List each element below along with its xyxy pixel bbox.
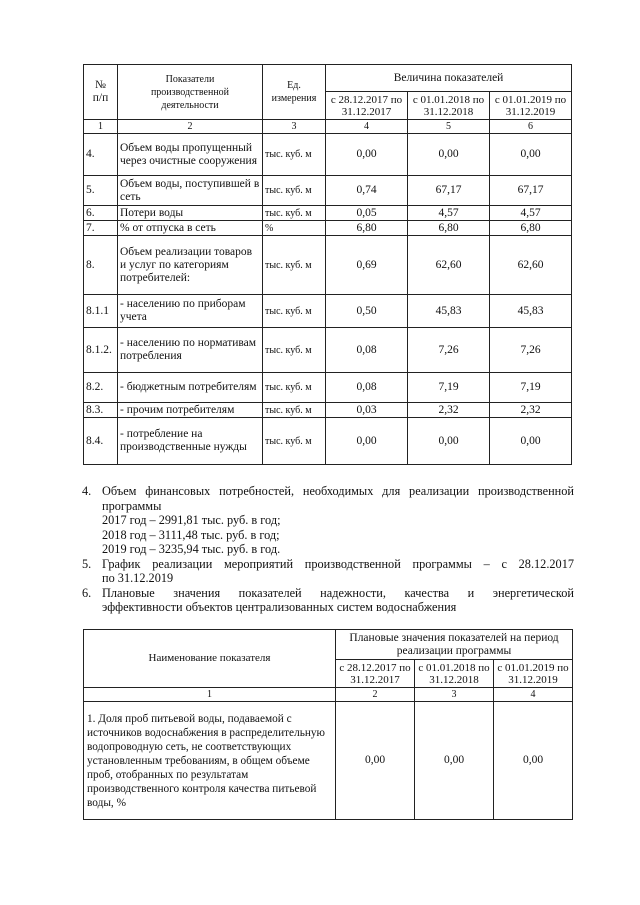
- row-value-2017: 0,00: [326, 418, 408, 465]
- row-value-2019: 6,80: [490, 221, 572, 236]
- note-text: по 31.12.2019: [102, 571, 174, 585]
- table-row: [84, 328, 572, 373]
- row-value-2019: 45,83: [490, 295, 572, 328]
- row-value-2017: 0,69: [326, 236, 408, 295]
- col-number: 1: [84, 120, 118, 134]
- table-row: [84, 176, 572, 206]
- table-row: [84, 702, 573, 820]
- header-period-2: с 01.01.2018 по 31.12.2018: [408, 92, 490, 120]
- row-name: - населению по приборам учета: [118, 295, 263, 328]
- row-value-2018: 0,00: [408, 134, 490, 176]
- note-text: График реализации мероприятий производственной программы – с 28.12.2017: [102, 556, 574, 571]
- row-value-2018: 0,00: [408, 418, 490, 465]
- table-row: [84, 295, 572, 328]
- row-value-2017: 0,03: [326, 403, 408, 418]
- note-text: эффективности объектов централизованных систем водоснабжения: [102, 600, 457, 614]
- col-number: 3: [263, 120, 326, 134]
- column-numbers-row: [84, 120, 572, 134]
- row-name: - населению по нормативам потребления: [118, 328, 263, 373]
- row-name: - потребление на производственные нужды: [118, 418, 263, 465]
- table-row: [84, 221, 572, 236]
- row-unit: тыс. куб. м: [263, 403, 326, 418]
- row-num: 8.2.: [84, 373, 118, 403]
- row-value-2019: 4,57: [490, 206, 572, 221]
- row-num: 8.4.: [84, 418, 118, 465]
- table-row: [84, 403, 572, 418]
- note-item-4: [82, 484, 574, 557]
- header-planned-group: Плановые значения показателей на период реализации программы: [336, 630, 573, 660]
- row-value-2019: 0,00: [490, 134, 572, 176]
- financing-year-2017: 2017 год – 2991,81 тыс. руб. в год;: [102, 513, 281, 527]
- note-number: 6.: [82, 585, 92, 600]
- row-value-2017: 0,74: [326, 176, 408, 206]
- row-unit: тыс. куб. м: [263, 295, 326, 328]
- row-unit: тыс. куб. м: [263, 373, 326, 403]
- row-value-2018: 67,17: [408, 176, 490, 206]
- row-value-2017: 0,08: [326, 328, 408, 373]
- row-value-2017: 0,00: [336, 702, 415, 820]
- row-name: Потери воды: [118, 206, 263, 221]
- col-number: 6: [490, 120, 572, 134]
- row-value-2018: 4,57: [408, 206, 490, 221]
- note-text: Плановые значения показателей надежности, качества и энергетической: [102, 585, 574, 600]
- row-num: 8.: [84, 236, 118, 295]
- row-value-2018: 2,32: [408, 403, 490, 418]
- row-unit: %: [263, 221, 326, 236]
- col-number: 5: [408, 120, 490, 134]
- row-value-2018: 62,60: [408, 236, 490, 295]
- row-num: 7.: [84, 221, 118, 236]
- header-period-2: с 01.01.2018 по 31.12.2018: [415, 660, 494, 688]
- row-num: 8.1.2.: [84, 328, 118, 373]
- row-value-2019: 0,00: [490, 418, 572, 465]
- row-name: - прочим потребителям: [118, 403, 263, 418]
- note-number: 4.: [82, 484, 92, 498]
- row-value-2019: 7,19: [490, 373, 572, 403]
- col-number: 2: [118, 120, 263, 134]
- row-unit: тыс. куб. м: [263, 418, 326, 465]
- row-value-2018: 45,83: [408, 295, 490, 328]
- row-value-2017: 0,05: [326, 206, 408, 221]
- header-unit: Ед. измерения: [263, 65, 326, 120]
- table-row: [84, 134, 572, 176]
- row-num: 5.: [84, 176, 118, 206]
- row-value-2018: 7,19: [408, 373, 490, 403]
- header-indicator: Показатели производственной деятельности: [118, 65, 263, 120]
- row-unit: тыс. куб. м: [263, 236, 326, 295]
- header-period-3: с 01.01.2019 по 31.12.2019: [494, 660, 573, 688]
- table-row: [84, 206, 572, 221]
- notes-section: [82, 484, 574, 615]
- row-name: Объем воды пропущенный через очистные сооружения: [118, 134, 263, 176]
- note-text: программы: [102, 498, 162, 513]
- row-value-2019: 2,32: [490, 403, 572, 418]
- header-indicator-name: Наименование показателя: [84, 630, 336, 688]
- table-row: [84, 418, 572, 465]
- row-value-2018: 0,00: [415, 702, 494, 820]
- row-name: - бюджетным потребителям: [118, 373, 263, 403]
- column-numbers-row: [84, 688, 573, 702]
- note-item-5: [82, 557, 574, 586]
- col-number: 4: [494, 688, 573, 702]
- header-value-group: Величина показателей: [326, 65, 572, 92]
- row-num: 4.: [84, 134, 118, 176]
- row-num: 6.: [84, 206, 118, 221]
- row-unit: тыс. куб. м: [263, 134, 326, 176]
- header-num: № п/п: [84, 65, 118, 120]
- col-number: 4: [326, 120, 408, 134]
- row-name: 1. Доля проб питьевой воды, подаваемой с источников водоснабжения в распределительную водопроводную сеть, не соответствующих установленным требованиям, в общем объеме проб, отобранных по результатам производственного контроля качества питьевой воды, %: [84, 702, 336, 820]
- note-item-6: [82, 586, 574, 615]
- row-value-2018: 7,26: [408, 328, 490, 373]
- row-unit: тыс. куб. м: [263, 206, 326, 221]
- header-period-1: с 28.12.2017 по 31.12.2017: [336, 660, 415, 688]
- row-value-2017: 0,08: [326, 373, 408, 403]
- col-number: 1: [84, 688, 336, 702]
- financing-year-2019: 2019 год – 3235,94 тыс. руб. в год.: [102, 542, 281, 556]
- header-period-1: с 28.12.2017 по 31.12.2017: [326, 92, 408, 120]
- planned-values-table: [83, 629, 573, 820]
- row-value-2017: 0,50: [326, 295, 408, 328]
- col-number: 3: [415, 688, 494, 702]
- production-indicators-table: [83, 64, 572, 465]
- row-value-2019: 67,17: [490, 176, 572, 206]
- row-value-2019: 0,00: [494, 702, 573, 820]
- row-value-2019: 62,60: [490, 236, 572, 295]
- row-num: 8.3.: [84, 403, 118, 418]
- row-value-2017: 0,00: [326, 134, 408, 176]
- financing-year-2018: 2018 год – 3111,48 тыс. руб. в год;: [102, 527, 280, 542]
- header-period-3: с 01.01.2019 по 31.12.2019: [490, 92, 572, 120]
- row-name: Объем воды, поступившей в сеть: [118, 176, 263, 206]
- row-name: Объем реализации товаров и услуг по категориям потребителей:: [118, 236, 263, 295]
- row-value-2017: 6,80: [326, 221, 408, 236]
- row-value-2019: 7,26: [490, 328, 572, 373]
- row-num: 8.1.1: [84, 295, 118, 328]
- table-row: [84, 373, 572, 403]
- note-number: 5.: [82, 556, 92, 571]
- row-value-2018: 6,80: [408, 221, 490, 236]
- col-number: 2: [336, 688, 415, 702]
- table-row: [84, 236, 572, 295]
- row-name: % от отпуска в сеть: [118, 221, 263, 236]
- row-unit: тыс. куб. м: [263, 176, 326, 206]
- note-text: Объем финансовых потребностей, необходимых для реализации производственной: [102, 484, 574, 498]
- row-unit: тыс. куб. м: [263, 328, 326, 373]
